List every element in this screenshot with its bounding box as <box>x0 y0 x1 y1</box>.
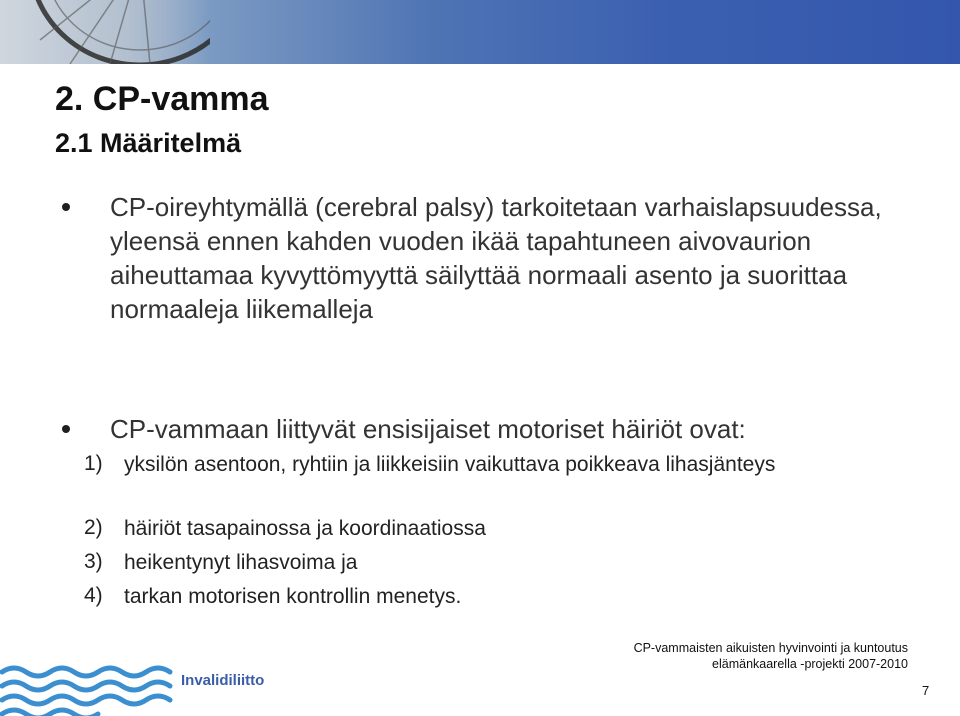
list-item-text: heikentynyt lihasvoima ja <box>124 551 358 574</box>
bullet-text: CP-vammaan liittyvät ensisijaiset motoriset häiriöt ovat: <box>110 414 746 444</box>
list-item-text: tarkan motorisen kontrollin menetys. <box>124 585 462 608</box>
list-item-text: häiriöt tasapainossa ja koordinaatiossa <box>124 517 486 540</box>
wave-logo-icon <box>0 664 178 716</box>
wheelchair-wheel-photo <box>0 0 210 64</box>
list-item-number: 2) <box>84 516 103 539</box>
footer-project-line1: CP-vammaisten aikuisten hyvinvointi ja kuntoutus <box>633 641 908 655</box>
header-banner <box>0 0 960 64</box>
list-item-number: 1) <box>84 452 103 475</box>
slide-title: 2. CP-vamma <box>55 80 269 118</box>
slide-subtitle: 2.1 Määritelmä <box>55 128 242 158</box>
bullet-dot-icon <box>62 203 70 211</box>
page-number: 7 <box>922 683 930 698</box>
list-item-number: 3) <box>84 550 103 573</box>
list-item <box>84 452 844 512</box>
list-item <box>84 550 844 584</box>
list-item-text: yksilön asentoon, ryhtiin ja liikkeisiin vaikuttava poikkeava lihasjänteys <box>124 453 776 476</box>
organization-logo-text: Invalidiliitto <box>181 672 265 689</box>
list-item <box>84 516 844 550</box>
bullet-text: CP-oireyhtymällä (cerebral palsy) tarkoitetaan varhaislapsuudessa, yleensä ennen kahden vuoden ikää tapahtuneen aivovaurion aiheuttamaa kyvyttömyyttä säilyttää normaali asento ja suorittaa normaaleja liikemalleja <box>110 192 882 324</box>
bullet-dot-icon <box>62 425 70 433</box>
list-item-number: 4) <box>84 584 103 607</box>
numbered-list <box>84 452 844 618</box>
footer-project <box>634 640 908 672</box>
list-item <box>84 584 844 618</box>
footer-project-line2: elämänkaarella -projekti 2007-2010 <box>712 657 908 671</box>
